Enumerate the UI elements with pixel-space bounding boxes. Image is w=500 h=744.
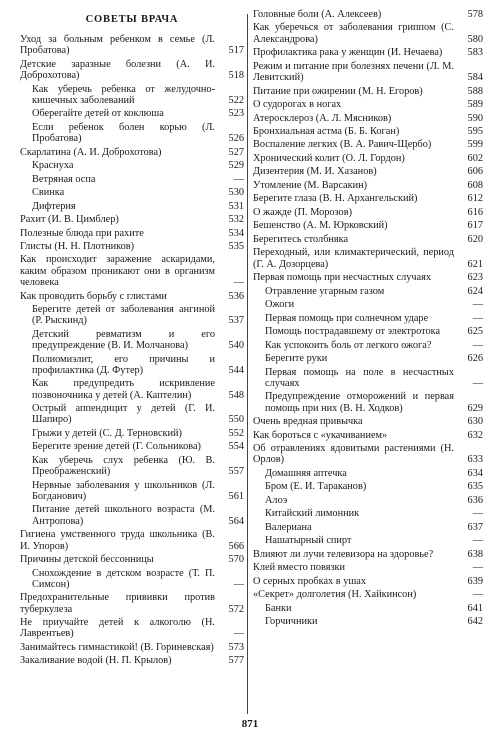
toc-entry: [20, 174, 244, 185]
toc-entry-page: 550: [228, 414, 244, 426]
toc-entry: [253, 286, 483, 297]
toc-entry: [20, 160, 244, 171]
toc-entry-title: Первая помощь при солнечном ударе: [265, 312, 429, 324]
toc-entry: [20, 642, 244, 653]
toc-entry-title: Ожоги: [265, 299, 295, 311]
toc-entry-title: Закаливание водой (Н. П. Крылов): [20, 655, 172, 667]
toc-entry-page: 599: [467, 139, 483, 151]
toc-entry-page: 625: [467, 326, 483, 338]
toc-entry-page: 572: [228, 603, 244, 615]
toc-entry-title: Бронхиальная астма (Б. Б. Коган): [253, 125, 400, 137]
toc-entry-page: —: [233, 628, 244, 640]
toc-entry: [20, 554, 244, 565]
toc-entry-title: Хронический колит (О. Л. Гордон): [253, 152, 405, 164]
toc-entry-title: Домашняя аптечка: [265, 467, 347, 479]
toc-entry-title: Валериана: [265, 521, 312, 533]
toc-entry-title: Первая помощь на поле в несчастных случаях: [265, 366, 454, 389]
toc-entry-page: 530: [228, 187, 244, 199]
toc-entry-page: 573: [228, 641, 244, 653]
toc-entry-page: 590: [467, 112, 483, 124]
toc-entry-page: 522: [228, 94, 244, 106]
toc-entry: [253, 313, 483, 324]
toc-entry-title: Режим и питание при болезнях печени (Л. М. Левитский): [253, 60, 454, 84]
toc-entry: [253, 562, 483, 573]
toc-entry-title: Краснуха: [32, 160, 74, 172]
toc-entry: [20, 59, 244, 82]
toc-entry-title: Как предупредить искривление позвоночника у детей (А. Каптелин): [32, 378, 215, 401]
toc-entry-title: Помощь пострадавшему от электротока: [265, 326, 441, 338]
toc-entry-title: Глисты (Н. Н. Плотников): [20, 241, 135, 252]
toc-entry-page: 552: [228, 427, 244, 439]
toc-entry-page: —: [233, 173, 244, 185]
toc-entry-title: Как уберечь ребенка от желудочно-кишечных заболеваний: [32, 83, 215, 106]
toc-entry-title: Как уберечь слух ребенка (Ю. В. Преображенский): [32, 454, 215, 478]
toc-entry-title: Дизентерия (М. И. Хазанов): [253, 166, 377, 178]
toc-entry: [20, 241, 244, 252]
toc-entry-page: 633: [467, 454, 483, 466]
toc-entry-title: Оберегайте детей от коклюша: [32, 108, 164, 120]
toc-entry-page: 527: [228, 146, 244, 158]
toc-entry-page: 612: [467, 193, 483, 205]
toc-entry-title: Головные боли (А. Алексеев): [253, 9, 382, 20]
toc-entry-page: —: [472, 589, 483, 601]
toc-entry-page: 632: [467, 429, 483, 441]
toc-entry: [20, 147, 244, 158]
toc-entry-page: 537: [228, 315, 244, 327]
toc-entry: [253, 603, 483, 614]
toc-entry: [253, 86, 483, 97]
toc-entry: [253, 113, 483, 124]
toc-entry-page: 577: [228, 655, 244, 667]
toc-entry-title: Причины детской бессонницы: [20, 554, 154, 566]
toc-entry: [20, 291, 244, 302]
toc-entry: [20, 34, 244, 57]
toc-entry-title: Отравление угарным газом: [265, 285, 385, 297]
toc-entry-title: Как уберечься от заболевания гриппом (С. Александрова): [253, 22, 454, 45]
toc-entry: [253, 247, 483, 270]
toc-entry-page: 535: [228, 241, 244, 252]
toc-entry-page: 637: [467, 521, 483, 533]
toc-entry: [20, 529, 244, 552]
toc-entry: [20, 617, 244, 640]
toc-entry-title: Полезные блюда при рахите: [20, 227, 144, 239]
toc-entry-title: Гигиена умственного труда школьника (В. И. Упоров): [20, 529, 215, 552]
toc-entry-page: 580: [467, 33, 483, 45]
toc-entry: [253, 481, 483, 492]
toc-entry-title: Острый аппендицит у детей (Г. И. Шапиро): [32, 403, 215, 426]
toc-entry: [20, 480, 244, 503]
toc-entry: [253, 272, 483, 283]
toc-entry: [253, 99, 483, 110]
toc-entry: [253, 535, 483, 546]
toc-entry: [20, 428, 244, 439]
toc-entry: [20, 354, 244, 377]
toc-entry-title: Грыжи у детей (С. Д. Терновский): [32, 427, 182, 439]
toc-entry-title: Детский ревматизм и его предупреждение (В. И. Молчанова): [32, 328, 215, 352]
toc-entry-page: 636: [467, 494, 483, 506]
toc-entry: [20, 254, 244, 288]
toc-entry-page: 639: [467, 575, 483, 587]
toc-entry: [253, 443, 483, 466]
toc-entry-title: Банки: [265, 602, 292, 614]
toc-entry-page: 517: [228, 45, 244, 57]
toc-entry-title: Полиомиэлит, его причины и профилактика (Д. Футер): [32, 353, 215, 376]
toc-entry-title: Утомление (М. Варсакин): [253, 179, 368, 191]
toc-entry-title: Рахит (И. В. Цимблер): [20, 214, 119, 226]
toc-entry-title: О серных пробках в ушах: [253, 575, 366, 587]
toc-entry-title: Питание при ожирении (М. Н. Егоров): [253, 85, 423, 97]
toc-entry: [253, 166, 483, 177]
toc-entry-page: 544: [228, 364, 244, 376]
toc-entry-page: 642: [467, 616, 483, 628]
toc-entry: [253, 495, 483, 506]
toc-entry-page: 532: [228, 214, 244, 226]
toc-entry-page: 531: [228, 200, 244, 212]
toc-entry-title: Берегите руки: [265, 353, 328, 365]
toc-entry: [253, 367, 483, 390]
toc-entry: [253, 616, 483, 627]
toc-list-right: [253, 9, 483, 630]
toc-entry-title: Занимайтесь гимнастикой! (В. Гориневская): [20, 641, 214, 653]
toc-entry: [20, 304, 244, 327]
toc-entry-title: Очень вредная привычка: [253, 416, 363, 428]
toc-entry-title: Бешенство (А. М. Юрковский): [253, 220, 388, 232]
toc-entry-title: «Секрет» долголетия (Н. Хайкинсон): [253, 589, 417, 601]
toc-entry-title: Горчичники: [265, 616, 318, 628]
toc-entry-title: Как бороться с «укачиванием»: [253, 429, 388, 441]
toc-entry-title: Дифтерия: [32, 200, 76, 212]
toc-entry: [253, 61, 483, 84]
page-number: 871: [241, 718, 259, 730]
toc-entry-page: 566: [228, 540, 244, 552]
toc-entry-page: 583: [467, 47, 483, 59]
toc-entry-title: Атеросклероз (А. Л. Мясников): [253, 112, 392, 124]
toc-entry-page: 564: [228, 515, 244, 527]
toc-entry-page: —: [472, 535, 483, 547]
toc-entry-page: 554: [228, 441, 244, 453]
toc-entry-page: 626: [467, 353, 483, 365]
toc-entry-page: —: [472, 299, 483, 311]
toc-entry-page: 540: [228, 340, 244, 352]
toc-entry-title: Как успокоить боль от легкого ожога?: [265, 339, 432, 351]
toc-entry-title: Скарлатина (А. И. Доброхотова): [20, 146, 162, 158]
toc-entry-page: 641: [467, 602, 483, 614]
toc-entry-title: Ветряная оспа: [32, 173, 96, 185]
toc-entry-title: Питание детей школьного возраста (М. Антропова): [32, 504, 215, 527]
toc-entry-page: —: [472, 562, 483, 574]
toc-entry: [20, 378, 244, 401]
toc-entry: [253, 326, 483, 337]
toc-entry: [20, 592, 244, 615]
toc-entry-page: 548: [228, 389, 244, 401]
toc-list-left: [20, 34, 244, 669]
toc-entry: [253, 353, 483, 364]
toc-entry: [20, 568, 244, 591]
toc-entry: [253, 139, 483, 150]
toc-entry: [253, 576, 483, 587]
toc-entry-title: Клей вместо повязки: [253, 562, 346, 574]
toc-entry-title: Как проводить борьбу с глистами: [20, 290, 167, 302]
toc-entry-title: Берегите глаза (В. Н. Архангельский): [253, 193, 418, 205]
toc-entry-title: Снохождение в детском возрасте (Т. П. Симсон): [32, 567, 215, 590]
toc-entry-page: 584: [467, 72, 483, 84]
toc-entry-title: Алоэ: [265, 494, 288, 506]
toc-entry: [253, 9, 483, 20]
toc-entry-title: Детские заразные болезни (А. И. Доброхотова): [20, 58, 215, 82]
toc-entry-title: О жажде (П. Морозов): [253, 206, 352, 218]
toc-entry-title: Бром (Е. И. Тараканов): [265, 481, 367, 493]
toc-entry-page: 578: [467, 9, 483, 20]
toc-entry-page: 588: [467, 85, 483, 97]
toc-entry-page: —: [472, 339, 483, 351]
toc-entry-title: Уход за больным ребенком в семье (Л. Пробатова): [20, 34, 215, 57]
toc-entry-page: 638: [467, 548, 483, 560]
toc-entry-page: 536: [228, 290, 244, 302]
toc-entry-page: 557: [228, 466, 244, 478]
toc-entry: [253, 508, 483, 519]
toc-entry-title: Переходный, или климактерический, период (Г. А. Дозорцева): [253, 247, 454, 270]
toc-entry-page: 561: [228, 491, 244, 502]
toc-entry-title: Не приучайте детей к алкоголю (Н. Лаврентьев): [20, 617, 215, 640]
toc-entry-page: —: [472, 377, 483, 389]
toc-entry-page: —: [233, 578, 244, 590]
toc-entry-title: Берегите детей от заболевания ангиной (Р. Рыскинд): [32, 304, 215, 327]
toc-entry-title: Профилактика рака у женщин (И. Нечаева): [253, 47, 443, 59]
toc-entry-page: —: [233, 277, 244, 289]
toc-entry-title: Свинка: [32, 187, 65, 199]
toc-entry: [20, 108, 244, 119]
toc-entry-page: 534: [228, 227, 244, 239]
toc-entry-title: Китайский лимонник: [265, 508, 360, 520]
toc-entry: [20, 187, 244, 198]
toc-entry: [20, 228, 244, 239]
toc-entry-page: 635: [467, 481, 483, 493]
toc-entry-title: Если ребенок болен корью (Л. Пробатова): [32, 121, 215, 145]
toc-entry: [253, 47, 483, 58]
toc-entry-page: —: [472, 508, 483, 520]
toc-entry: [20, 441, 244, 452]
toc-entry-page: 523: [228, 108, 244, 120]
toc-entry-page: 634: [467, 467, 483, 479]
toc-entry-page: 617: [467, 220, 483, 232]
toc-entry: [253, 220, 483, 231]
toc-entry-title: Об отравлениях ядовитыми растениями (Н. Орлов): [253, 443, 454, 466]
toc-entry: [20, 214, 244, 225]
toc-entry: [253, 22, 483, 45]
column-divider: [247, 14, 248, 714]
toc-entry: [253, 522, 483, 533]
toc-entry: [253, 589, 483, 600]
toc-entry: [253, 234, 483, 245]
toc-entry: [20, 504, 244, 527]
toc-entry-page: 624: [467, 285, 483, 297]
toc-entry-page: 595: [467, 125, 483, 137]
toc-entry: [253, 193, 483, 204]
toc-entry: [253, 549, 483, 560]
toc-entry-title: Берегите зрение детей (Г. Сольникова): [32, 441, 201, 453]
toc-entry-title: Влияют ли лучи телевизора на здоровье?: [253, 548, 434, 560]
toc-entry-page: 608: [467, 179, 483, 191]
toc-entry-page: 529: [228, 160, 244, 172]
toc-entry-page: 570: [228, 554, 244, 566]
toc-entry: [253, 340, 483, 351]
toc-entry: [253, 468, 483, 479]
toc-entry-page: 621: [467, 258, 483, 270]
toc-entry: [20, 455, 244, 478]
toc-entry-title: Нашатырный спирт: [265, 535, 352, 547]
toc-entry: [20, 655, 244, 666]
toc-entry: [253, 180, 483, 191]
toc-entry-page: 616: [467, 206, 483, 218]
toc-entry: [253, 416, 483, 427]
toc-entry-page: 589: [467, 99, 483, 111]
toc-entry-title: О судорогах в ногах: [253, 99, 342, 111]
toc-entry: [20, 201, 244, 212]
toc-entry-page: 602: [467, 152, 483, 164]
toc-entry-page: 629: [467, 402, 483, 414]
toc-entry: [253, 207, 483, 218]
toc-entry-page: 630: [467, 416, 483, 428]
toc-entry-title: Воспаление легких (В. А. Равич-Щербо): [253, 139, 432, 151]
toc-entry: [20, 122, 244, 145]
section-header: СОВЕТЫ ВРАЧА: [85, 14, 179, 25]
toc-entry-title: Нервные заболевания у школьников (Л. Богданович): [32, 479, 215, 502]
toc-entry: [253, 126, 483, 137]
toc-entry-page: —: [472, 312, 483, 324]
toc-entry-title: Первая помощь при несчастных случаях: [253, 272, 431, 284]
toc-entry-title: Берегитесь столбняка: [253, 233, 349, 245]
toc-entry: [253, 430, 483, 441]
toc-entry: [20, 403, 244, 426]
toc-entry-page: 526: [228, 133, 244, 145]
toc-entry: [253, 391, 483, 414]
toc-entry: [253, 299, 483, 310]
toc-entry: [20, 84, 244, 107]
toc-entry-title: Как происходит заражение аскаридами, каким образом проникают они в организм человека: [20, 254, 215, 289]
toc-entry-page: 623: [467, 272, 483, 284]
toc-entry-title: Предупреждение отморожений и первая помощь при них (В. Н. Ходков): [265, 391, 454, 414]
toc-entry-page: 620: [467, 233, 483, 245]
toc-entry-title: Предохранительные прививки против туберкулеза: [20, 592, 215, 615]
toc-entry-page: 606: [467, 166, 483, 178]
toc-entry: [253, 153, 483, 164]
toc-entry: [20, 329, 244, 352]
toc-entry-page: 518: [228, 70, 244, 82]
